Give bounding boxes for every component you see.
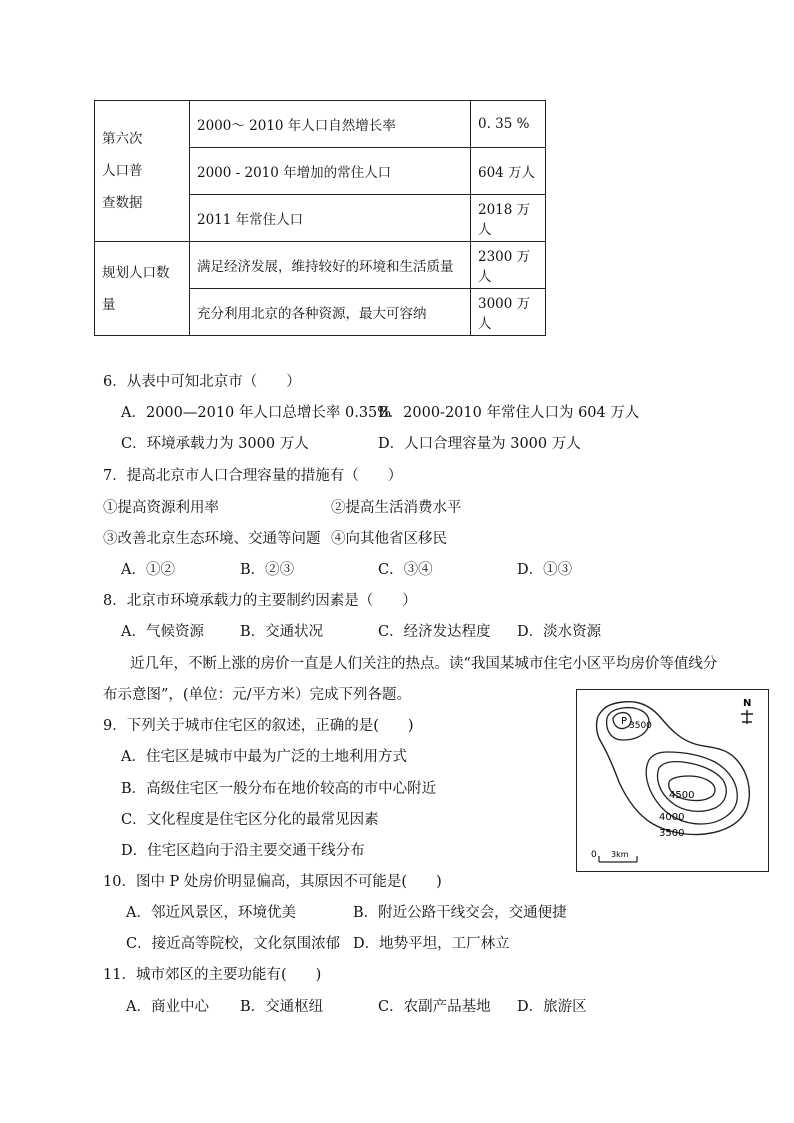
row-value: 2300 万人	[471, 242, 546, 289]
q11-option-c: C．农副产品基地	[378, 999, 491, 1015]
row-description: 2011 年常住人口	[190, 195, 471, 242]
population-data-table	[94, 100, 546, 336]
q11-stem: 11．城市郊区的主要功能有( )	[103, 967, 322, 983]
q6-option-a: A．2000—2010 年人口总增长率 0.35%	[121, 405, 392, 421]
contour-label-4000: 4000	[659, 812, 685, 823]
q6-option-d: D．人口合理容量为 3000 万人	[378, 436, 581, 452]
q9-stem: 9．下列关于城市住宅区的叙述，正确的是( )	[103, 718, 414, 734]
q6-option-c: C．环境承载力为 3000 万人	[121, 436, 309, 452]
row-value: 604 万人	[471, 148, 546, 195]
q10-option-b: B．附近公路干线交会，交通便捷	[353, 905, 567, 921]
house-price-contour-map	[576, 689, 769, 872]
q10-option-d: D．地势平坦，工厂林立	[353, 936, 510, 952]
row-value: 0. 35 %	[471, 101, 546, 148]
q8-stem: 8．北京市环境承载力的主要制约因素是（ ）	[103, 593, 417, 609]
q9-option-d: D．住宅区趋向于沿主要交通干线分布	[121, 843, 365, 859]
q7-option-d: D．①③	[517, 562, 573, 578]
table-row	[95, 101, 546, 148]
row-description: 2000～ 2010 年人口自然增长率	[190, 101, 471, 148]
q9-option-b: B．高级住宅区一般分布在地价较高的市中心附近	[121, 781, 437, 797]
group-label-line: 查数据	[102, 195, 143, 211]
q7-stem: 7．提高北京市人口合理容量的措施有（ ）	[103, 468, 403, 484]
q6-stem: 6．从表中可知北京市（ ）	[103, 374, 301, 390]
scale-unit-label: 3km	[611, 850, 629, 859]
q7-item-2: ②提高生活消费水平	[331, 500, 462, 516]
q7-option-a: A．①②	[121, 562, 175, 578]
q11-option-d: D．旅游区	[517, 999, 587, 1015]
q7-item-1: ①提高资源利用率	[103, 500, 219, 516]
contour-label-3500-top: 3500	[629, 721, 652, 731]
north-arrow-icon	[741, 710, 753, 724]
group-census-label	[95, 101, 190, 242]
row-value: 2018 万人	[471, 195, 546, 242]
q7-option-b: B．②③	[240, 562, 295, 578]
scale-zero-label: 0	[591, 850, 597, 860]
contour-map-svg	[577, 690, 768, 871]
q10-option-c: C．接近高等院校，文化氛围浓郁	[126, 936, 341, 952]
q8-option-a: A．气候资源	[121, 624, 204, 640]
group-label-line: 第六次	[102, 131, 143, 147]
north-label: N	[743, 698, 752, 709]
row-description: 满足经济发展，维持较好的环境和生活质量	[190, 242, 471, 289]
row-description: 充分利用北京的各种资源，最大可容纳	[190, 289, 471, 336]
q11-option-b: B．交通枢纽	[240, 999, 324, 1015]
q9-option-a: A．住宅区是城市中最为广泛的土地利用方式	[121, 749, 407, 765]
q8-option-d: D．淡水资源	[517, 624, 602, 640]
contour-label-3500-bottom: 3500	[659, 828, 685, 839]
point-p-label: P	[621, 716, 628, 727]
row-value: 3000 万人	[471, 289, 546, 336]
intro-line-1: 近几年，不断上涨的房价一直是人们关注的热点。读“我国某城市住宅小区平均房价等值线分	[130, 656, 718, 672]
contour-line-4000	[658, 762, 727, 812]
q9-option-c: C．文化程度是住宅区分化的最常见因素	[121, 812, 379, 828]
q10-option-a: A．邻近风景区，环境优美	[126, 905, 296, 921]
q7-item-4: ④向其他省区移民	[331, 531, 447, 547]
group-label-line: 人口普	[102, 163, 143, 179]
table-row	[95, 242, 546, 289]
q7-item-3: ③改善北京生态环境、交通等问题	[103, 531, 321, 547]
q11-option-a: A．商业中心	[126, 999, 209, 1015]
group-plan-label: 规划人口数量	[95, 242, 190, 336]
q8-option-b: B．交通状况	[240, 624, 324, 640]
contour-label-4500: 4500	[669, 790, 695, 801]
q6-option-b: B．2000-2010 年常住人口为 604 万人	[378, 405, 640, 421]
intro-line-2: 布示意图”，(单位：元/平方米）完成下列各题。	[103, 687, 411, 703]
q10-stem: 10．图中 P 处房价明显偏高，其原因不可能是( )	[103, 874, 442, 890]
q8-option-c: C．经济发达程度	[378, 624, 491, 640]
q7-option-c: C．③④	[378, 562, 433, 578]
row-description: 2000 - 2010 年增加的常住人口	[190, 148, 471, 195]
